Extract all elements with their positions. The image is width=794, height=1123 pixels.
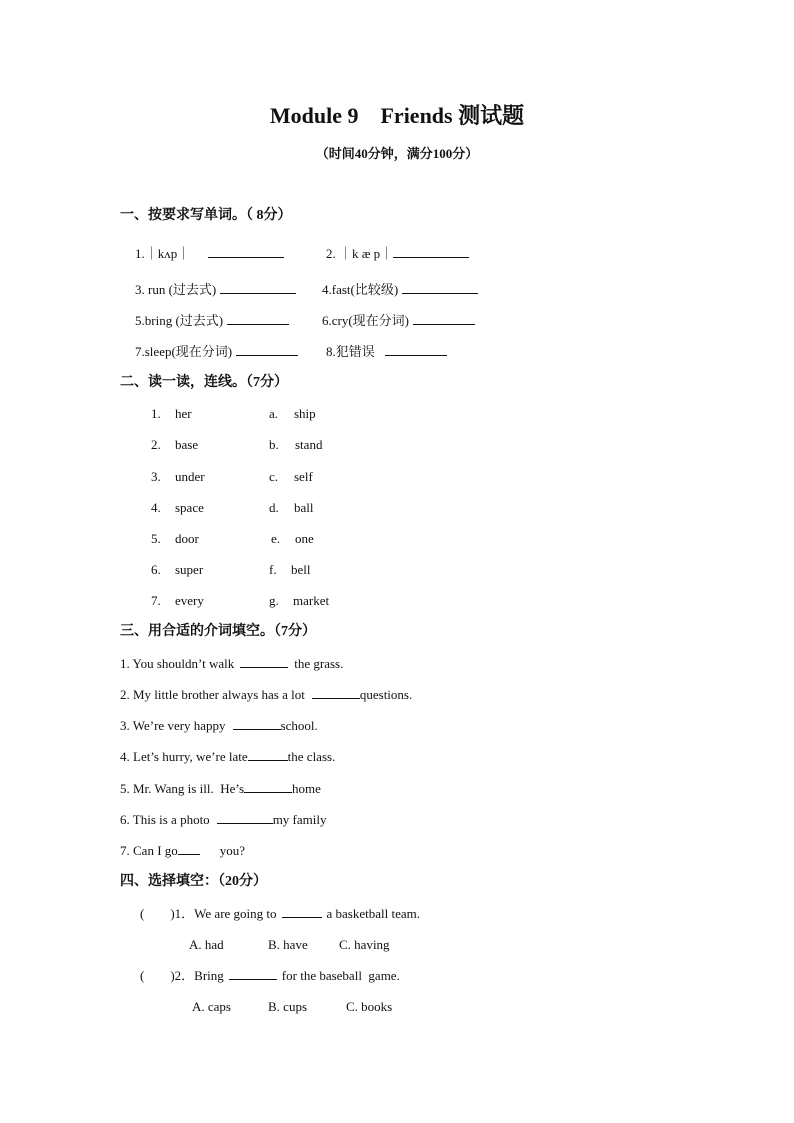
page-title: Module 9 Friends 测试题 bbox=[269, 103, 525, 128]
match-left-number: 6. bbox=[151, 562, 161, 577]
answer-paren[interactable]: ( ) bbox=[140, 968, 175, 983]
match-left-word[interactable]: base bbox=[175, 437, 199, 452]
match-right-letter: b. bbox=[269, 437, 279, 452]
s4-question-1: ( )1．We are going to a basketball team. bbox=[140, 906, 421, 921]
s4-q1-option-a[interactable]: A. had bbox=[189, 937, 224, 952]
answer-blank[interactable] bbox=[220, 283, 296, 294]
s1-item-4: 4.fast(比较级) bbox=[322, 283, 478, 296]
match-right-word[interactable]: market bbox=[293, 593, 330, 608]
s3-line-1: 1. You shouldn’t walk the grass. bbox=[120, 656, 344, 671]
match-right-letter: e. bbox=[271, 531, 281, 546]
match-right-letter: f. bbox=[269, 562, 277, 577]
answer-blank[interactable] bbox=[248, 750, 288, 761]
answer-blank[interactable] bbox=[208, 247, 284, 258]
match-right-letter: a. bbox=[269, 406, 279, 421]
s3-line-2: 2. My little brother always has a lot questions. bbox=[120, 687, 413, 702]
match-right-word[interactable]: bell bbox=[291, 562, 311, 577]
s1-item-5: 5.bring (过去式) bbox=[135, 314, 289, 327]
s3-line-3: 3. We’re very happy school. bbox=[120, 718, 318, 733]
answer-blank[interactable] bbox=[282, 907, 322, 918]
match-right-letter: g. bbox=[269, 593, 279, 608]
s3-line-6: 6. This is a photo my family bbox=[120, 812, 327, 827]
s1-item-3: 3. run (过去式) bbox=[135, 283, 296, 296]
match-left-number: 4. bbox=[151, 500, 161, 515]
answer-blank[interactable] bbox=[178, 844, 200, 855]
s4-q2-option-a[interactable]: A. caps bbox=[192, 999, 231, 1014]
match-left-word[interactable]: door bbox=[175, 531, 199, 546]
s1-item-8: 8.犯错误 bbox=[326, 345, 447, 358]
s4-q1-option-b[interactable]: B. have bbox=[268, 937, 308, 952]
s3-line-5: 5. Mr. Wang is ill. He’s home bbox=[120, 781, 321, 796]
s1-item-1: 1.｜kʌp｜ bbox=[135, 247, 284, 260]
s4-q2-option-c[interactable]: C. books bbox=[346, 999, 393, 1014]
section2-heading: 二、读一读，连线。（7分） bbox=[120, 375, 288, 390]
match-left-word[interactable]: super bbox=[175, 562, 204, 577]
match-left-word[interactable]: space bbox=[175, 500, 204, 515]
page-subtitle: （时间40分钟，满分100分） bbox=[315, 146, 479, 161]
section3-heading: 三、用合适的介词填空。（7分） bbox=[120, 624, 316, 639]
s1-item-7: 7.sleep(现在分词) bbox=[135, 345, 298, 358]
answer-paren[interactable]: ( ) bbox=[140, 906, 175, 921]
answer-blank[interactable] bbox=[413, 314, 475, 325]
answer-blank[interactable] bbox=[402, 283, 478, 294]
match-right-letter: c. bbox=[269, 469, 279, 484]
s4-question-2: ( )2．Bring for the baseball game. bbox=[140, 968, 400, 983]
section4-heading: 四、选择填空：（20分） bbox=[120, 874, 267, 889]
answer-blank[interactable] bbox=[240, 657, 288, 668]
match-left-number: 5. bbox=[151, 531, 161, 546]
match-left-number: 1. bbox=[151, 406, 161, 421]
s1-item-6: 6.cry(现在分词) bbox=[322, 314, 475, 327]
answer-blank[interactable] bbox=[244, 782, 292, 793]
s4-q2-option-b[interactable]: B. cups bbox=[268, 999, 307, 1014]
answer-blank[interactable] bbox=[217, 813, 273, 824]
section1-heading: 一、按要求写单词。（ 8分） bbox=[120, 208, 292, 223]
answer-blank[interactable] bbox=[229, 969, 277, 980]
answer-blank[interactable] bbox=[233, 719, 281, 730]
answer-blank[interactable] bbox=[385, 345, 447, 356]
match-left-number: 3. bbox=[151, 469, 161, 484]
answer-blank[interactable] bbox=[393, 247, 469, 258]
s4-q1-option-c[interactable]: C. having bbox=[339, 937, 390, 952]
match-right-word[interactable]: ball bbox=[294, 500, 314, 515]
match-left-number: 2. bbox=[151, 437, 161, 452]
match-left-word[interactable]: her bbox=[175, 406, 192, 421]
match-right-word[interactable]: self bbox=[294, 469, 313, 484]
match-right-word[interactable]: one bbox=[295, 531, 314, 546]
match-left-word[interactable]: under bbox=[175, 469, 205, 484]
match-right-word[interactable]: stand bbox=[295, 437, 323, 452]
answer-blank[interactable] bbox=[236, 345, 298, 356]
match-right-word[interactable]: ship bbox=[294, 406, 316, 421]
match-left-word[interactable]: every bbox=[175, 593, 204, 608]
s3-line-7: 7. Can I go you? bbox=[120, 843, 246, 858]
s1-item-2: 2. ｜k æ p｜ bbox=[326, 247, 469, 260]
s3-line-4: 4. Let’s hurry, we’re late the class. bbox=[120, 749, 336, 764]
match-left-number: 7. bbox=[151, 593, 161, 608]
answer-blank[interactable] bbox=[227, 314, 289, 325]
match-right-letter: d. bbox=[269, 500, 279, 515]
answer-blank[interactable] bbox=[312, 688, 360, 699]
